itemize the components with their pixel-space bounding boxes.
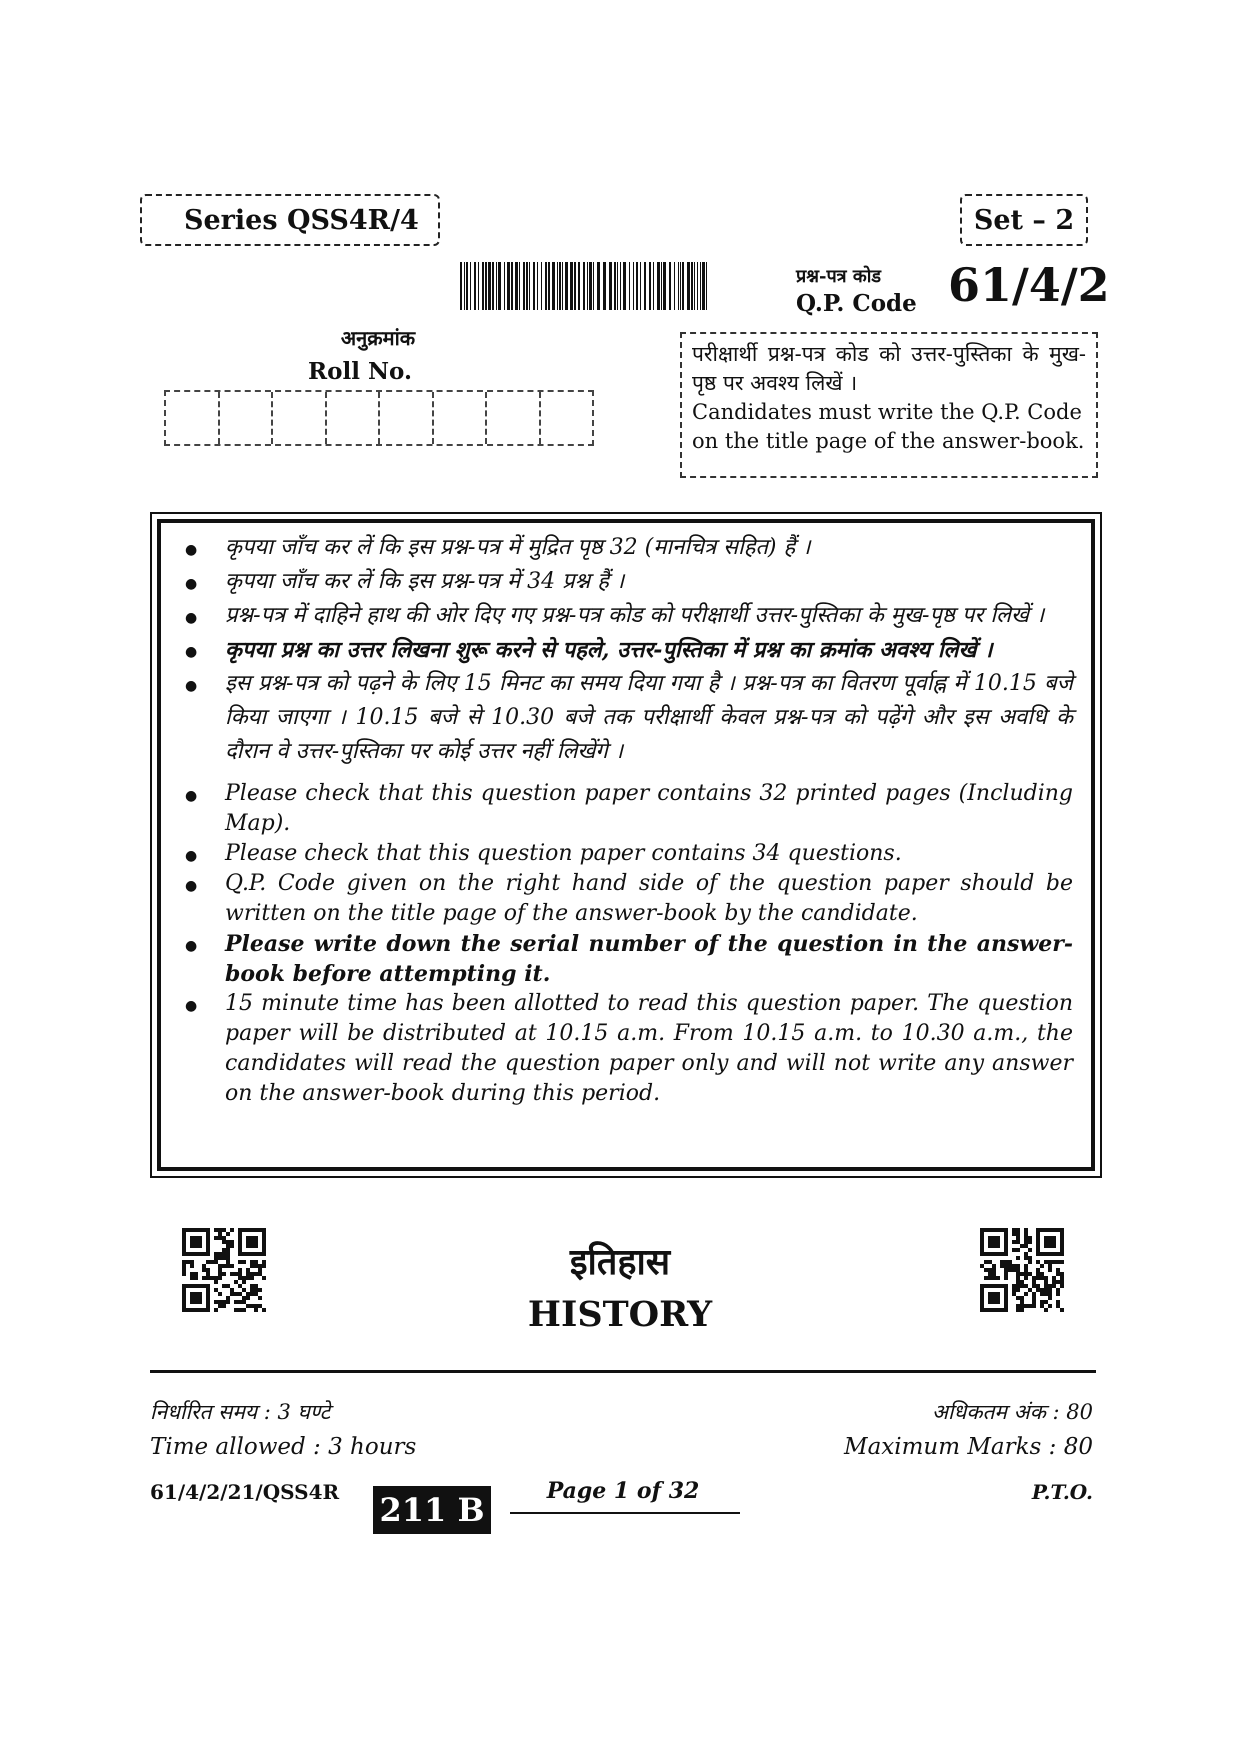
- time-allowed-hindi: निर्धारित समय : 3 घण्टे: [150, 1400, 331, 1424]
- max-marks: Maximum Marks : 80: [844, 1434, 1093, 1460]
- max-marks-hindi: अधिकतम अंक : 80: [931, 1400, 1093, 1424]
- subject-title-hindi: इतिहास: [569, 1241, 671, 1283]
- barcode-image: [460, 262, 710, 310]
- instruction-en-qp-code: ● Q.P. Code given on the right hand side of the question paper should be written on the title page of the answer-book by the candidate.: [161, 869, 1091, 929]
- subject-title: HISTORY: [527, 1294, 713, 1335]
- instruction-en-time: ● 15 minute time has been allotted to read this question paper. The question paper will be distributed at 10.15 a.m. From 10.15 a.m. to 10.30 a.m., the candidates will read the question paper only and will not write any answer on the answer-book during this period.: [161, 989, 1091, 1109]
- roll-digit-box[interactable]: [273, 392, 327, 444]
- instruction-en-pages: ● Please check that this question paper contains 32 printed pages (Including Map).: [161, 779, 1091, 839]
- qp-code: 61/4/2: [948, 258, 1110, 312]
- instruction-en-serial: ● Please write down the serial number of the question in the answer-book before attempting it.: [161, 929, 1091, 989]
- roll-digit-box[interactable]: [541, 392, 593, 444]
- paper-code: 61/4/2/21/QSS4R: [150, 1480, 340, 1504]
- pto-label: P.T.O.: [1031, 1480, 1093, 1504]
- qr-code-icon: [182, 1228, 266, 1312]
- roll-label-hindi: अनुक्रमांक: [340, 326, 416, 350]
- roll-digit-box[interactable]: [220, 392, 274, 444]
- qp-code-label: Q.P. Code: [796, 290, 917, 317]
- qp-code-notice: [680, 332, 1098, 478]
- paper-badge: 211 B: [373, 1486, 491, 1534]
- roll-label: Roll No.: [308, 358, 412, 385]
- series-label: Series QSS4R/4: [140, 194, 440, 246]
- roll-digit-box[interactable]: [327, 392, 381, 444]
- instruction-hi-qp-code: ● प्रश्न-पत्र में दाहिने हाथ की ओर दिए गए प्रश्न-पत्र कोड को परीक्षार्थी उत्तर-पुस्तिका के मुख-पृष्ठ पर लिखें ।: [161, 599, 1091, 633]
- roll-digit-box[interactable]: [434, 392, 488, 444]
- instruction-hi-time: ● इस प्रश्न-पत्र को पढ़ने के लिए 15 मिनट का समय दिया गया है । प्रश्न-पत्र का वितरण पूर्वाह्न में 10.15 बजे किया जाएगा । 10.15 बजे से 10.30 बजे तक परीक्षार्थी केवल प्रश्न-पत्र को पढ़ेंगे और इस अवधि के दौरान वे उत्तर-पुस्तिका पर कोई उत्तर नहीं लिखेंगे ।: [161, 667, 1091, 769]
- instruction-en-questions: ● Please check that this question paper contains 34 questions.: [161, 839, 1091, 869]
- divider: [150, 1370, 1096, 1373]
- set-label: Set – 2: [960, 194, 1088, 246]
- page-number: Page 1 of 32: [546, 1478, 700, 1504]
- qr-code-icon: [980, 1228, 1064, 1312]
- instructions-frame: [157, 519, 1095, 1171]
- roll-number-boxes[interactable]: [164, 390, 594, 446]
- notice-english: Candidates must write the Q.P. Code on the title page of the answer-book.: [692, 400, 1085, 453]
- time-allowed: Time allowed : 3 hours: [150, 1434, 417, 1460]
- instruction-hi-pages: ● कृपया जाँच कर लें कि इस प्रश्न-पत्र में मुद्रित पृष्ठ 32 (मानचित्र सहित) हैं ।: [161, 531, 1091, 565]
- notice-hindi: परीक्षार्थी प्रश्न-पत्र कोड को उत्तर-पुस्तिका के मुख-पृष्ठ पर अवश्य लिखें ।: [692, 342, 1086, 395]
- instruction-hi-serial: ● कृपया प्रश्न का उत्तर लिखना शुरू करने से पहले, उत्तर-पुस्तिका में प्रश्न का क्रमांक अवश्य लिखें ।: [161, 633, 1091, 667]
- roll-digit-box[interactable]: [166, 392, 220, 444]
- qp-code-label-hindi: प्रश्न-पत्र कोड: [796, 266, 881, 287]
- roll-digit-box[interactable]: [380, 392, 434, 444]
- instructions-list: [161, 531, 1091, 1109]
- roll-digit-box[interactable]: [487, 392, 541, 444]
- page-number-underline: [510, 1512, 740, 1514]
- instruction-hi-questions: ● कृपया जाँच कर लें कि इस प्रश्न-पत्र में 34 प्रश्न हैं ।: [161, 565, 1091, 599]
- instructions-box: [150, 512, 1102, 1178]
